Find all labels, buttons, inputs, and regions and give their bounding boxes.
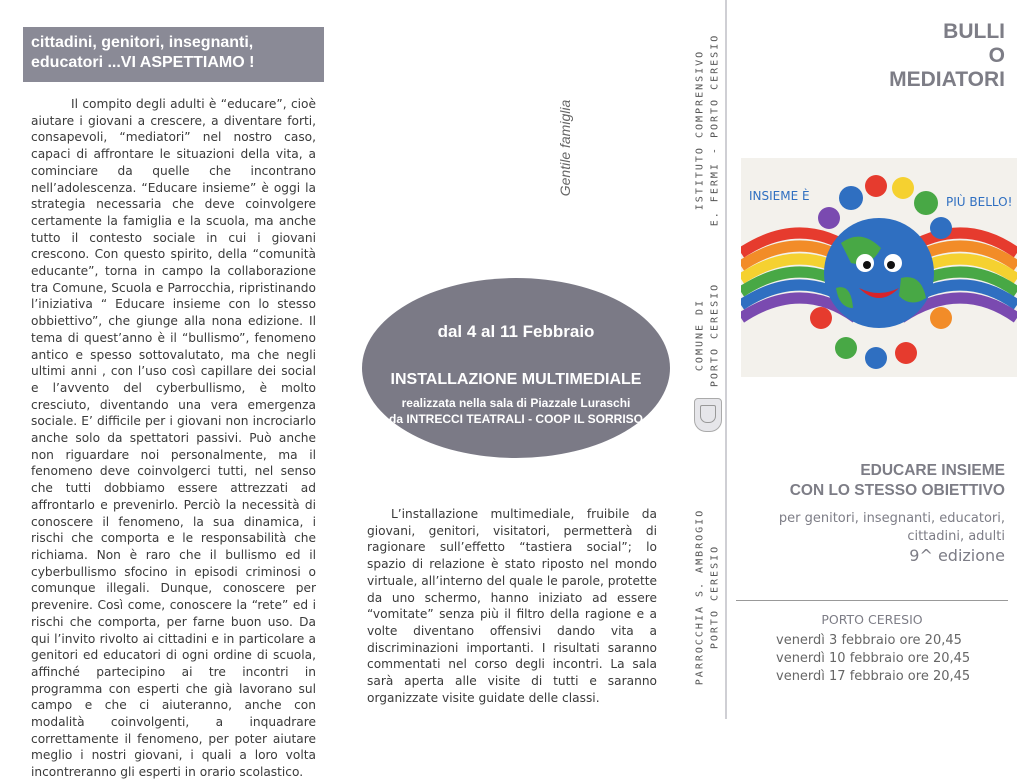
comune-crest-icon — [694, 398, 722, 432]
main-title-line3: MEDIATORI — [889, 68, 1005, 91]
installation-title: INSTALLAZIONE MULTIMEDIALE — [390, 371, 642, 388]
comune-line1: COMUNE DI — [694, 298, 706, 372]
middle-body-text: L’installazione multimediale, fruibile da giovani, genitori, visitatori, permetterà di ragionare sull’effetto “tastiera social”; lo spazio di relazione è stato riposto nel mondo virtuale, all’interno del quale le parole, protette da uno schermo, hanno iniziato ad essere “vomitate” senza più il filtro della ragione e a volte diventano offensivi dando vita a discriminazioni importanti. I risultati saranno commentati nel corso degli incontri. La sala sarà aperta alle visite di tutti e saranno organizzate visite guidate delle classi. — [367, 507, 657, 705]
event-dates — [776, 632, 970, 686]
main-title-line2: O — [988, 44, 1005, 67]
left-header-line2: educatori ...VI ASPETTIAMO ! — [31, 54, 255, 71]
main-title-line1: BULLI — [943, 20, 1005, 43]
right-divider — [736, 600, 1008, 601]
event-date-3: venerdì 17 febbraio ore 20,45 — [776, 669, 971, 684]
left-header-line1: cittadini, genitori, insegnanti, — [31, 34, 254, 51]
middle-body — [367, 506, 657, 706]
children-drawing-image — [741, 158, 1017, 377]
left-header-box — [23, 27, 324, 82]
main-title — [889, 20, 1005, 92]
parrocchia-line1: PARROCCHIA S. AMBROGIO — [694, 508, 706, 686]
educare-title — [790, 461, 1005, 501]
left-body — [31, 96, 316, 781]
left-header — [31, 33, 316, 73]
istituto-line1: ISTITUTO COMPRENSIVO — [694, 49, 706, 211]
installation-location: realizzata nella sala di Piazzale Luraschi — [401, 396, 631, 410]
audience-text: per genitori, insegnanti, educatori, cittadini, adulti — [778, 511, 1005, 544]
event-date-2: venerdì 10 febbraio ore 20,45 — [776, 651, 971, 666]
left-body-text: Il compito degli adulti è “educare”, cioè aiutare i giovani a crescere, a diventare forti, consapevoli, “mediatori” nel nostro caso, capaci di affrontare le situazioni della vita, a cominciare da quelle che incontrano nell’adolescenza. “Educare insieme” è oggi la strategia necessaria che deve coinvolgere certamente la famiglia e la scuola, ma anche tutto il contesto sociale in cui i giovani crescono. Con questo spirito, della “comunità educante”, torna in campo la collaborazione tra Comune, Scuola e Parrocchia, ripristinando l’iniziativa “ Educare insieme con lo stesso obbiettivo”, che giunge alla nona edizione. Il tema di quest’anno è il “bullismo”, fenomeno antico e spesso sottovalutato, ma che negli ultimi anni , con l’uso così capillare dei social e l’avvento del cyberbullismo, è molto cresciuto, diventando una vera emergenza sociale. E’ difficile per i giovani non incrociarlo anche solo da spettatori passivi. Può anche non riguardare noi personalmente, ma il fenomeno deve coinvolgerci tutti, nel senso che tutti dobbiamo essere attrezzati ad affrontarlo e prevenirlo. Perciò la necessità di conoscere il fenomeno, la sua dinamica, i rischi che comporta e le responsabilità che richiama. Non è raro che il bullismo ed il cyberbullismo sfocino in episodi criminosi o comunque illegali. Dunque, conoscere per prevenire. Così come, conoscere la “rete” ed i rischi che comporta, per farne buon uso. Da qui l’invito rivolto ai cittadini e in particolare a genitori ed educatori di ogni ordine di scuola, affinché partecipino ai tre incontri in programma con esperti che già lavorano sul campo e che ci aiuteranno, anche con modalità coinvolgenti, a inquadrare correttamente il fenomeno, per poter aiutare meglio i nostri giovani, i quali a loro volta incontreranno gli esperti in orario scolastico. — [31, 97, 316, 780]
edition-text: 9^ edizione — [909, 546, 1005, 565]
drawing-text-right: PIÙ BELLO! — [946, 195, 1013, 209]
place-text: PORTO CERESIO — [821, 612, 923, 627]
educare-title-line2: CON LO STESSO OBIETTIVO — [789, 482, 1005, 499]
drawing-svg — [741, 158, 1017, 377]
gentile-famiglia: Gentile famiglia — [557, 99, 573, 197]
installation-producer: da INTRECCI TEATRALI - COOP IL SORRISO — [388, 412, 643, 426]
event-date-1: venerdì 3 febbraio ore 20,45 — [776, 633, 962, 648]
drawing-text-left: INSIEME È — [749, 189, 810, 203]
fold-divider — [725, 0, 727, 719]
educare-title-line1: EDUCARE INSIEME — [860, 462, 1005, 479]
parrocchia-line2: PORTO CERESIO — [709, 544, 721, 650]
installation-ellipse — [362, 278, 670, 458]
istituto-line2: E. FERMI - PORTO CERESIO — [709, 33, 721, 227]
comune-line2: PORTO CERESIO — [709, 282, 721, 388]
installation-date: dal 4 al 11 Febbraio — [437, 322, 595, 341]
